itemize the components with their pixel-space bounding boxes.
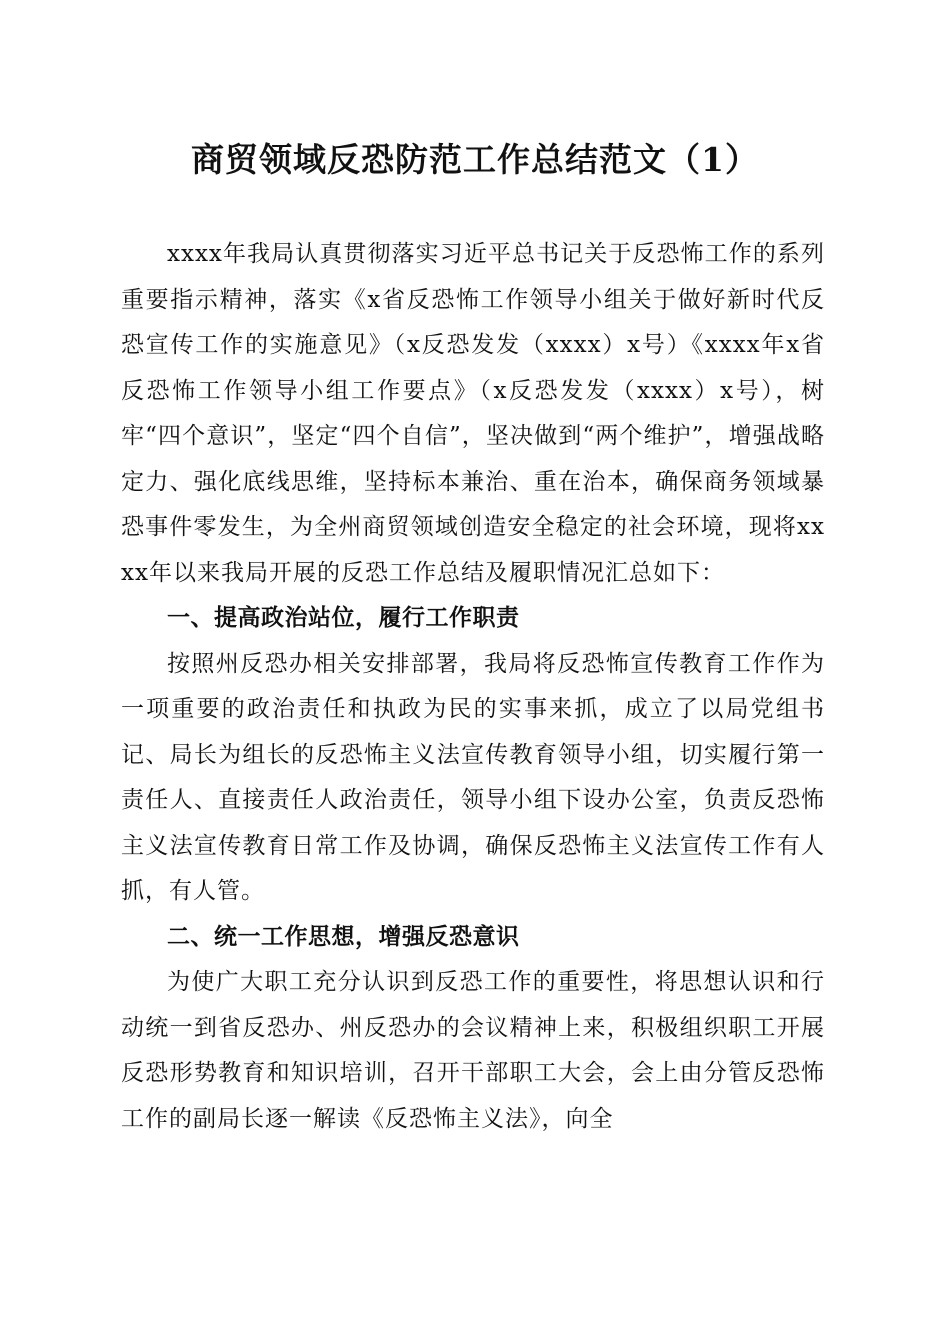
section-heading-1: 一、提高政治站位，履行工作职责 bbox=[167, 605, 520, 631]
document-body bbox=[121, 232, 825, 1142]
document-title: 商贸领域反恐防范工作总结范文（1） bbox=[191, 140, 759, 179]
section-heading-2: 二、统一工作思想，增强反恐意识 bbox=[167, 923, 520, 950]
intro-paragraph: xxxx年我局认真贯彻落实习近平总书记关于反恐怖工作的系列重要指示精神，落实《x省反恐怖工作领导小组关于做好新时代反恐宣传工作的实施意见》（x反恐发发（xxxx）x号）《xxxx年x省反恐怖工作领导小组工作要点》（x反恐发发（xxxx）x号），树牢“四个意识”，坚定“四个自信”，坚决做到“两个维护”，增强战略定力、强化底线思维，坚持标本兼治、重在治本，确保商务领域暴恐事件零发生，为全州商贸领域创造安全稳定的社会环境，现将xxxx年以来我局开展的反恐工作总结及履职情况汇总如下： bbox=[121, 241, 825, 586]
section-1-paragraph: 按照州反恐办相关安排部署，我局将反恐怖宣传教育工作作为一项重要的政治责任和执政为民的实事来抓，成立了以局党组书记、局长为组长的反恐怖主义法宣传教育领导小组，切实履行第一责任人、直接责任人政治责任，领导小组下设办公室，负责反恐怖主义法宣传教育日常工作及协调，确保反恐怖主义法宣传工作有人抓，有人管。 bbox=[121, 650, 825, 904]
section-2-paragraph: 为使广大职工充分认识到反恐工作的重要性，将思想认识和行动统一到省反恐办、州反恐办的会议精神上来，积极组织职工开展反恐形势教育和知识培训，召开干部职工大会，会上由分管反恐怖工作的副局长逐一解读《反恐怖主义法》，向全 bbox=[121, 969, 825, 1132]
